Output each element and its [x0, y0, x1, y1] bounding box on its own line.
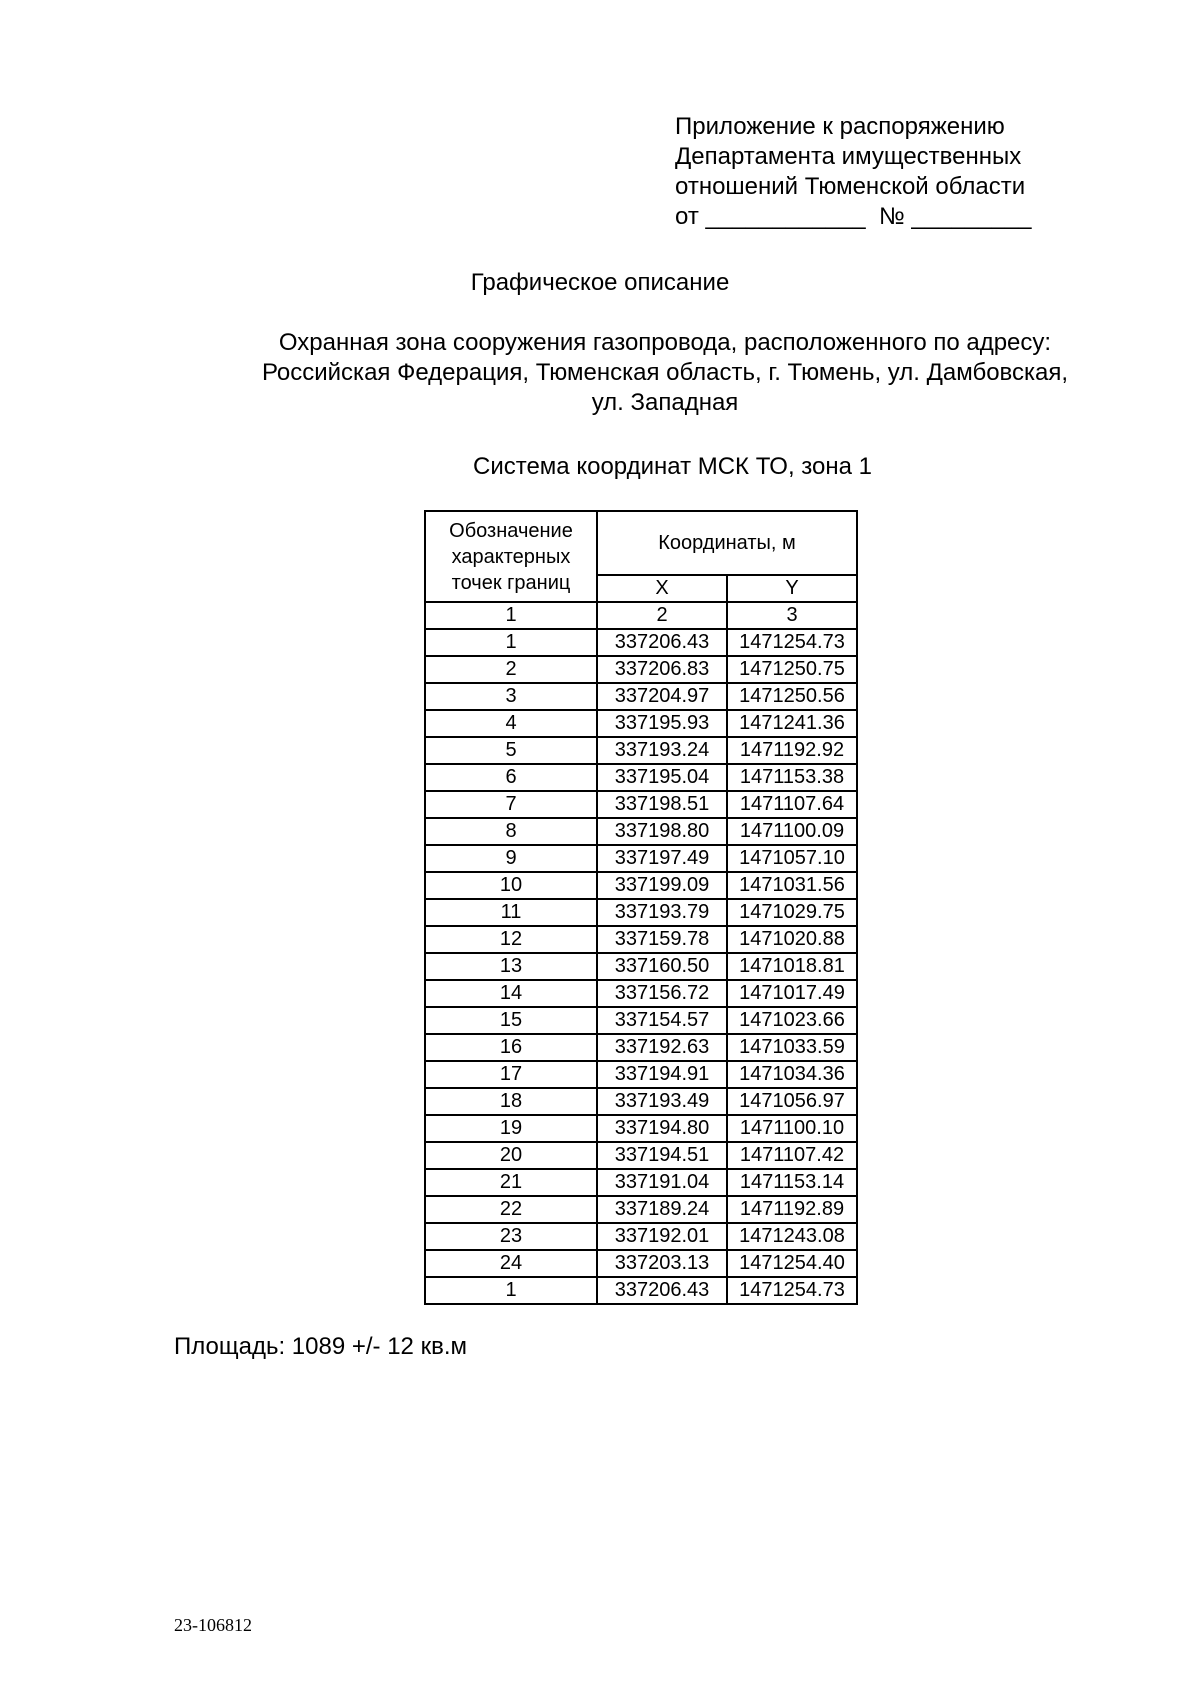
table-row [425, 1142, 857, 1169]
x-coordinate-cell: 337189.24 [597, 1196, 727, 1223]
x-coordinate-cell: 337193.49 [597, 1088, 727, 1115]
table-row [425, 656, 857, 683]
y-coordinate-cell: 1471033.59 [727, 1034, 857, 1061]
y-coordinate-cell: 1471153.14 [727, 1169, 857, 1196]
point-header-line-2: характерных [451, 545, 571, 568]
y-coordinate-cell: 1471250.56 [727, 683, 857, 710]
point-designation-header [425, 511, 597, 602]
x-coordinate-cell: 337206.43 [597, 629, 727, 656]
point-number-cell: 21 [425, 1169, 597, 1196]
point-number-cell: 8 [425, 818, 597, 845]
x-coordinate-cell: 337199.09 [597, 872, 727, 899]
x-coordinate-cell: 337195.04 [597, 764, 727, 791]
table-row [425, 953, 857, 980]
table-row [425, 1061, 857, 1088]
table-row [425, 683, 857, 710]
point-number-cell: 24 [425, 1250, 597, 1277]
x-coordinate-cell: 337193.24 [597, 737, 727, 764]
table-row [425, 818, 857, 845]
y-coordinate-cell: 1471100.09 [727, 818, 857, 845]
y-coordinate-cell: 1471254.73 [727, 629, 857, 656]
x-coordinate-cell: 337156.72 [597, 980, 727, 1007]
appendix-line-2: Департамента имущественных [675, 143, 1022, 170]
x-coordinate-cell: 337154.57 [597, 1007, 727, 1034]
table-row [425, 791, 857, 818]
coordinates-table [424, 510, 858, 1305]
y-coordinate-cell: 1471100.10 [727, 1115, 857, 1142]
x-coordinate-cell: 337206.43 [597, 1277, 727, 1304]
y-coordinate-cell: 1471018.81 [727, 953, 857, 980]
table-row [425, 1088, 857, 1115]
x-coordinate-cell: 337192.01 [597, 1223, 727, 1250]
appendix-line-1: Приложение к распоряжению [675, 113, 1005, 140]
table-row [425, 710, 857, 737]
appendix-date-number-line: от ____________ № _________ [675, 203, 1032, 230]
x-coordinate-cell: 337191.04 [597, 1169, 727, 1196]
point-number-cell: 12 [425, 926, 597, 953]
column-number-1: 1 [425, 602, 597, 629]
point-number-cell: 5 [425, 737, 597, 764]
table-row [425, 980, 857, 1007]
y-coordinate-cell: 1471243.08 [727, 1223, 857, 1250]
y-coordinate-cell: 1471192.92 [727, 737, 857, 764]
y-coordinate-cell: 1471153.38 [727, 764, 857, 791]
x-coordinate-cell: 337195.93 [597, 710, 727, 737]
x-coordinate-cell: 337197.49 [597, 845, 727, 872]
point-number-cell: 9 [425, 845, 597, 872]
x-coordinate-cell: 337159.78 [597, 926, 727, 953]
point-number-cell: 2 [425, 656, 597, 683]
y-coordinate-cell: 1471017.49 [727, 980, 857, 1007]
table-row [425, 1007, 857, 1034]
x-coordinate-cell: 337160.50 [597, 953, 727, 980]
column-number-3: 3 [727, 602, 857, 629]
y-coordinate-cell: 1471056.97 [727, 1088, 857, 1115]
point-number-cell: 10 [425, 872, 597, 899]
object-description [0, 328, 1200, 418]
coordinates-table-body [425, 629, 857, 1304]
table-row [425, 1196, 857, 1223]
x-coordinate-cell: 337194.91 [597, 1061, 727, 1088]
point-number-cell: 22 [425, 1196, 597, 1223]
x-axis-header: X [597, 575, 727, 602]
table-row [425, 1250, 857, 1277]
table-row [425, 899, 857, 926]
appendix-header [675, 112, 1032, 232]
point-number-cell: 13 [425, 953, 597, 980]
x-coordinate-cell: 337204.97 [597, 683, 727, 710]
point-header-line-3: точек границ [451, 571, 571, 594]
x-coordinate-cell: 337192.63 [597, 1034, 727, 1061]
point-number-cell: 15 [425, 1007, 597, 1034]
point-number-cell: 17 [425, 1061, 597, 1088]
y-coordinate-cell: 1471107.64 [727, 791, 857, 818]
point-number-cell: 1 [425, 629, 597, 656]
point-number-cell: 6 [425, 764, 597, 791]
point-number-cell: 20 [425, 1142, 597, 1169]
coordinate-system-label: Система координат МСК ТО, зона 1 [473, 453, 872, 480]
point-number-cell: 3 [425, 683, 597, 710]
table-row [425, 1277, 857, 1304]
object-line-3: ул. Западная [591, 389, 739, 416]
y-coordinate-cell: 1471034.36 [727, 1061, 857, 1088]
object-line-1: Охранная зона сооружения газопровода, расположенного по адресу: [278, 329, 1052, 356]
appendix-line-3: отношений Тюменской области [675, 173, 1026, 200]
point-number-cell: 16 [425, 1034, 597, 1061]
point-number-cell: 19 [425, 1115, 597, 1142]
y-coordinate-cell: 1471107.42 [727, 1142, 857, 1169]
column-number-2: 2 [597, 602, 727, 629]
table-row [425, 629, 857, 656]
x-coordinate-cell: 337198.51 [597, 791, 727, 818]
point-number-cell: 4 [425, 710, 597, 737]
point-number-cell: 1 [425, 1277, 597, 1304]
point-number-cell: 18 [425, 1088, 597, 1115]
area-label: Площадь: 1089 +/- 12 кв.м [174, 1333, 467, 1360]
y-coordinate-cell: 1471254.40 [727, 1250, 857, 1277]
coordinates-header: Координаты, м [597, 511, 857, 575]
point-header-line-1: Обозначение [449, 519, 573, 542]
y-axis-header: Y [727, 575, 857, 602]
y-coordinate-cell: 1471250.75 [727, 656, 857, 683]
table-row [425, 764, 857, 791]
x-coordinate-cell: 337194.80 [597, 1115, 727, 1142]
object-line-2: Российская Федерация, Тюменская область, г. Тюмень, ул. Дамбовская, [261, 359, 1069, 386]
point-number-cell: 7 [425, 791, 597, 818]
table-row [425, 845, 857, 872]
y-coordinate-cell: 1471057.10 [727, 845, 857, 872]
y-coordinate-cell: 1471254.73 [727, 1277, 857, 1304]
y-coordinate-cell: 1471241.36 [727, 710, 857, 737]
y-coordinate-cell: 1471031.56 [727, 872, 857, 899]
x-coordinate-cell: 337193.79 [597, 899, 727, 926]
x-coordinate-cell: 337206.83 [597, 656, 727, 683]
table-row [425, 872, 857, 899]
table-row [425, 737, 857, 764]
y-coordinate-cell: 1471192.89 [727, 1196, 857, 1223]
table-row [425, 926, 857, 953]
table-row [425, 1115, 857, 1142]
point-number-cell: 23 [425, 1223, 597, 1250]
document-number: 23-106812 [174, 1615, 252, 1635]
y-coordinate-cell: 1471023.66 [727, 1007, 857, 1034]
x-coordinate-cell: 337194.51 [597, 1142, 727, 1169]
y-coordinate-cell: 1471020.88 [727, 926, 857, 953]
x-coordinate-cell: 337198.80 [597, 818, 727, 845]
y-coordinate-cell: 1471029.75 [727, 899, 857, 926]
x-coordinate-cell: 337203.13 [597, 1250, 727, 1277]
table-row [425, 1223, 857, 1250]
document-title: Графическое описание [470, 269, 730, 296]
point-number-cell: 14 [425, 980, 597, 1007]
table-row [425, 1169, 857, 1196]
table-row [425, 1034, 857, 1061]
point-number-cell: 11 [425, 899, 597, 926]
